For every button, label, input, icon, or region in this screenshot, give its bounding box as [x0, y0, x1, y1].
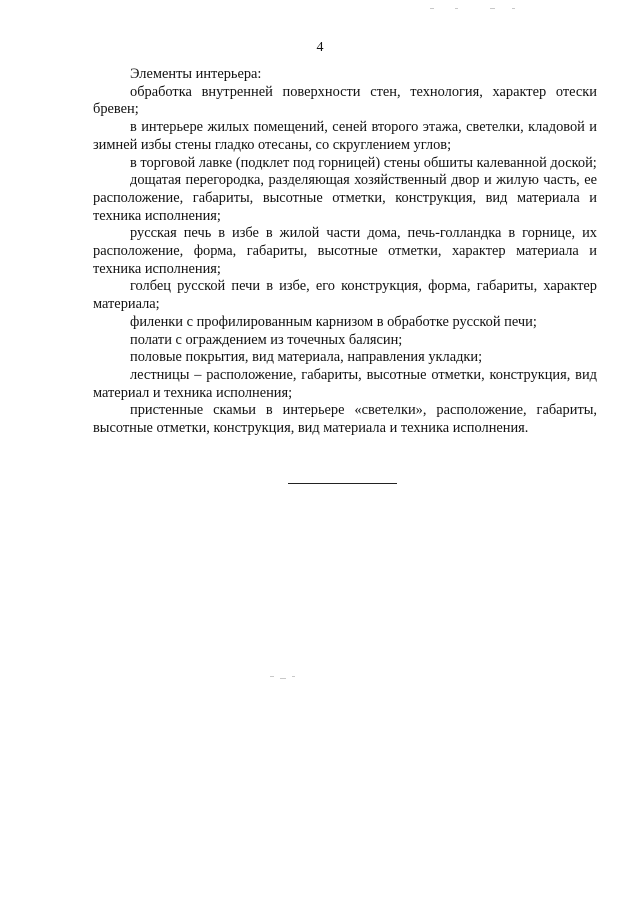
- list-item: голбец русской печи в избе, его конструкция, форма, габариты, характер материала;: [93, 278, 597, 313]
- list-item: дощатая перегородка, разделяющая хозяйственный двор и жилую часть, ее расположение, габариты, высотные отметки, конструкция, вид материала и техника исполнения;: [93, 172, 597, 224]
- scan-artifact: [292, 676, 295, 677]
- scan-artifact: [430, 8, 434, 9]
- list-item: в интерьере жилых помещений, сеней второго этажа, светелки, кладовой и зимней избы стены гладко отесаны, со скруглением углов;: [93, 119, 597, 153]
- list-item: пристенные скамьи в интерьере «светелки», расположение, габариты, высотные отметки, конструкция, вид материала и техника исполнения.: [93, 402, 597, 437]
- section-heading: Элементы интерьера:: [130, 66, 262, 82]
- document-body: [93, 66, 597, 438]
- closing-rule: [288, 483, 397, 484]
- scan-artifact: [512, 8, 515, 9]
- list-item: филенки с профилированным карнизом в обработке русской печи;: [130, 313, 537, 330]
- scan-artifact: [490, 8, 495, 9]
- list-item: половые покрытия, вид материала, направления укладки;: [130, 349, 483, 366]
- scan-artifact: [455, 8, 458, 9]
- list-item: в торговой лавке (подклет под горницей) стены обшиты калеванной доской;: [130, 154, 597, 171]
- list-item: полати с ограждением из точечных балясин;: [130, 331, 403, 348]
- scan-artifact: [280, 678, 286, 679]
- scan-artifact: [270, 676, 274, 677]
- list-item: русская печь в избе в жилой части дома, печь-голландка в горнице, их расположение, форма, габариты, высотные отметки, характер материала и техника исполнения;: [93, 225, 597, 277]
- page-number: 4: [316, 40, 324, 55]
- list-item: обработка внутренней поверхности стен, технология, характер отески бревен;: [93, 83, 597, 118]
- list-item: лестницы – расположение, габариты, высотные отметки, конструкция, вид материал и техника исполнения;: [93, 366, 597, 401]
